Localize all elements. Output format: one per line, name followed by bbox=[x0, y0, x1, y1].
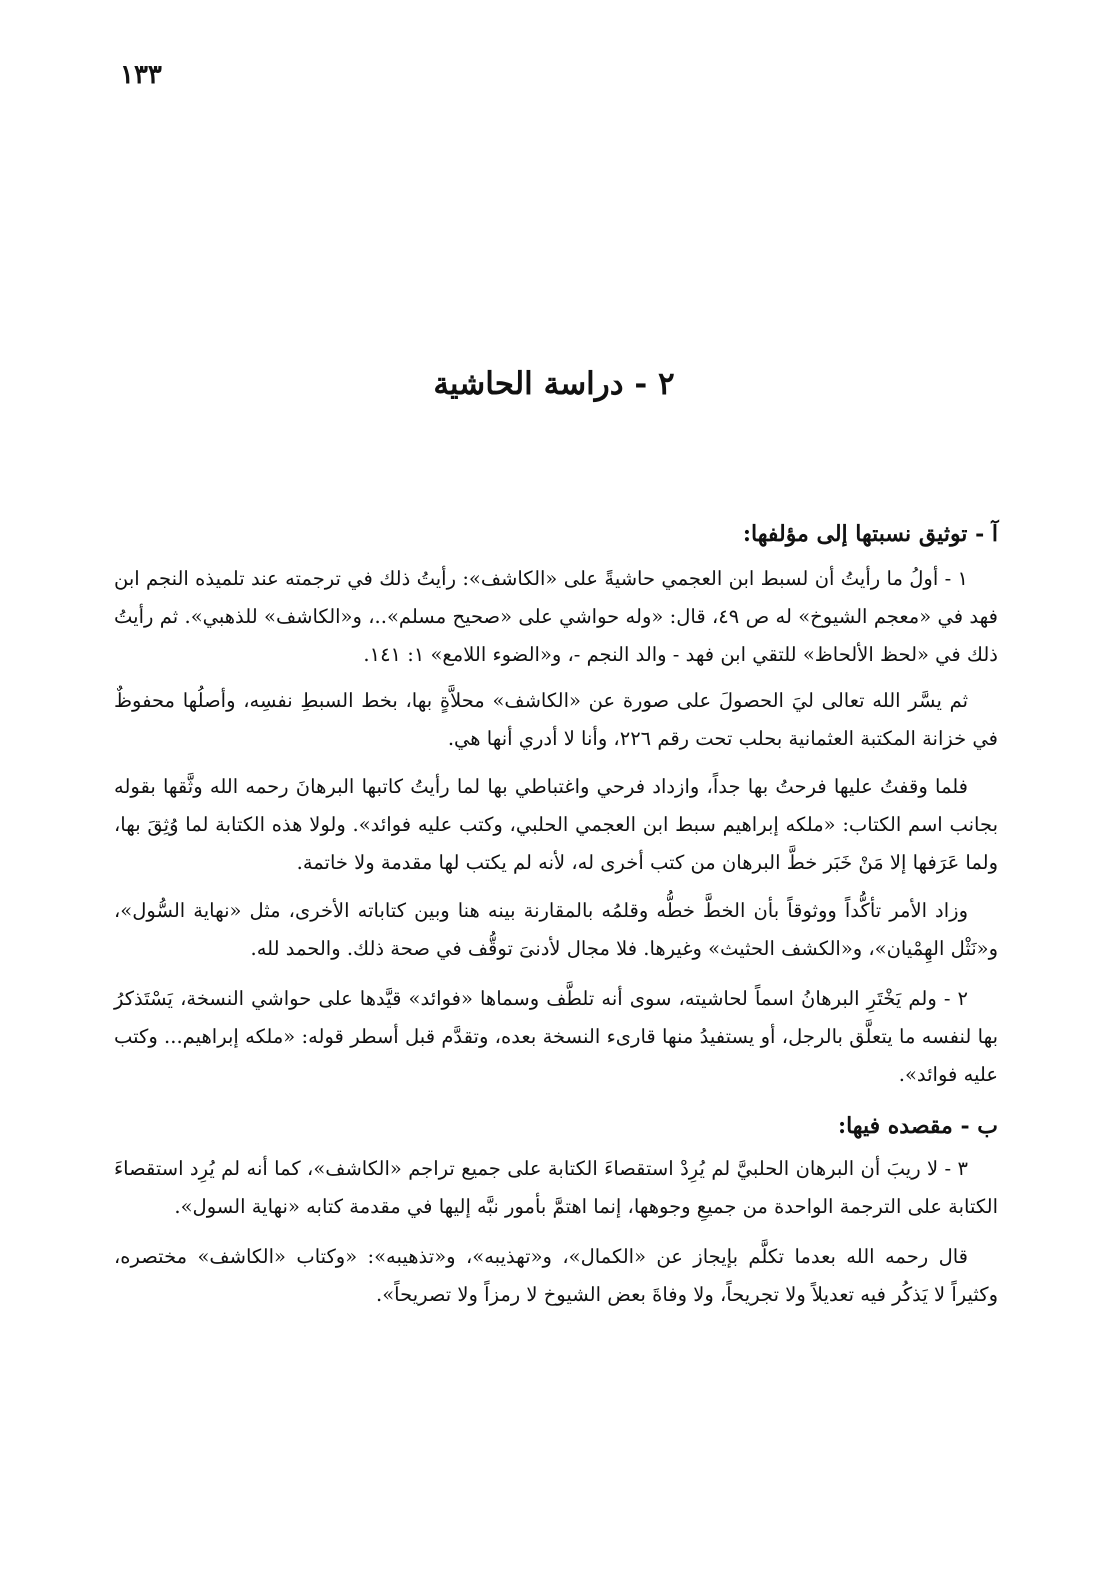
section-heading-a: آ - توثيق نسبتها إلى مؤلفها: bbox=[742, 521, 998, 547]
paragraph-3: فلما وقفتُ عليها فرحتُ بها جداً، وازداد فرحي واغتباطي بها لما رأيتُ كاتبها البرهانَ رحمه الله وثَّقها بقوله بجانب اسم الكتاب: «ملكه إبراهيم سبط ابن العجمي الحلبي، وكتب عليه فوائد». ولولا هذه الكتابة لما وُثِقَ بها، ولما عَرَفها إلا مَنْ خَبَر خطَّ البرهان من كتب أخرى له، لأنه لم يكتب لها مقدمة ولا خاتمة. bbox=[114, 775, 998, 874]
paragraph-5: ٢ - ولم يَخْتَرِ البرهانُ اسماً لحاشيته، سوى أنه تلطَّف وسماها «فوائد» قيَّدها على حواشي النسخة، يَسْتَذكرُ بها لنفسه ما يتعلَّق بالرجل، أو يستفيدُ منها قارىء النسخة بعده، وتقدَّم قبل أسطر قوله: «ملكه إبراهيم... وكتب عليه فوائد». bbox=[114, 987, 998, 1086]
chapter-title: ٢ - دراسة الحاشية bbox=[433, 365, 675, 402]
paragraph-1: ١ - أولُ ما رأيتُ أن لسبط ابن العجمي حاشيةً على «الكاشف»: رأيتُ ذلك في ترجمته عند تلميذه النجم ابن فهد في «معجم الشيوخ» له ص ٤٩، قال: «وله حواشي على «صحيح مسلم»..، و«الكاشف» للذهبي». ثم رأيتُ ذلك في «لحظ الألحاظ» للتقي ابن فهد - والد النجم -، و«الضوء اللامع» ١: ١٤١. bbox=[114, 567, 998, 666]
page-body bbox=[114, 514, 998, 1314]
section-heading-b: ب - مقصده فيها: bbox=[837, 1113, 998, 1139]
paragraph-2: ثم يسَّر الله تعالى ليَ الحصولَ على صورة عن «الكاشف» محلاَّةٍ بها، بخط السبطِ نفسِه، وأصلُها محفوظٌ في خزانة المكتبة العثمانية بحلب تحت رقم ٢٢٦، وأنا لا أدري أنها هي. bbox=[114, 689, 998, 750]
paragraph-6: ٣ - لا ريبَ أن البرهان الحلبيَّ لم يُرِدْ استقصاءَ الكتابة على جميع تراجم «الكاشف»، كما أنه لم يُرِد استقصاءَ الكتابة على الترجمة الواحدة من جميعِ وجوهها، إنما اهتمَّ بأمور نبَّه إليها في مقدمة كتابه «نهاية السول». bbox=[114, 1157, 998, 1218]
paragraph-4: وزاد الأمر تأكُّداً ووثوقاً بأن الخطَّ خطُّه وقلمُه بالمقارنة بينه هنا وبين كتاباته الأخرى، مثل «نهاية السُّول»، و«نَثْل الهِمْيان»، و«الكشف الحثيث» وغيرها. فلا مجال لأدنىَ توقُّف في صحة ذلك. والحمد لله. bbox=[114, 899, 998, 960]
page-number: ١٣٣ bbox=[120, 60, 162, 90]
paragraph-7: قال رحمه الله بعدما تكلَّم بإيجاز عن «الكمال»، و«تهذيبه»، و«تذهيبه»: «وكتاب «الكاشف» مختصره، وكثيراً لا يَذكُر فيه تعديلاً ولا تجريحاً، ولا وفاةَ بعض الشيوخ لا رمزاً ولا تصريحاً». bbox=[114, 1245, 998, 1306]
